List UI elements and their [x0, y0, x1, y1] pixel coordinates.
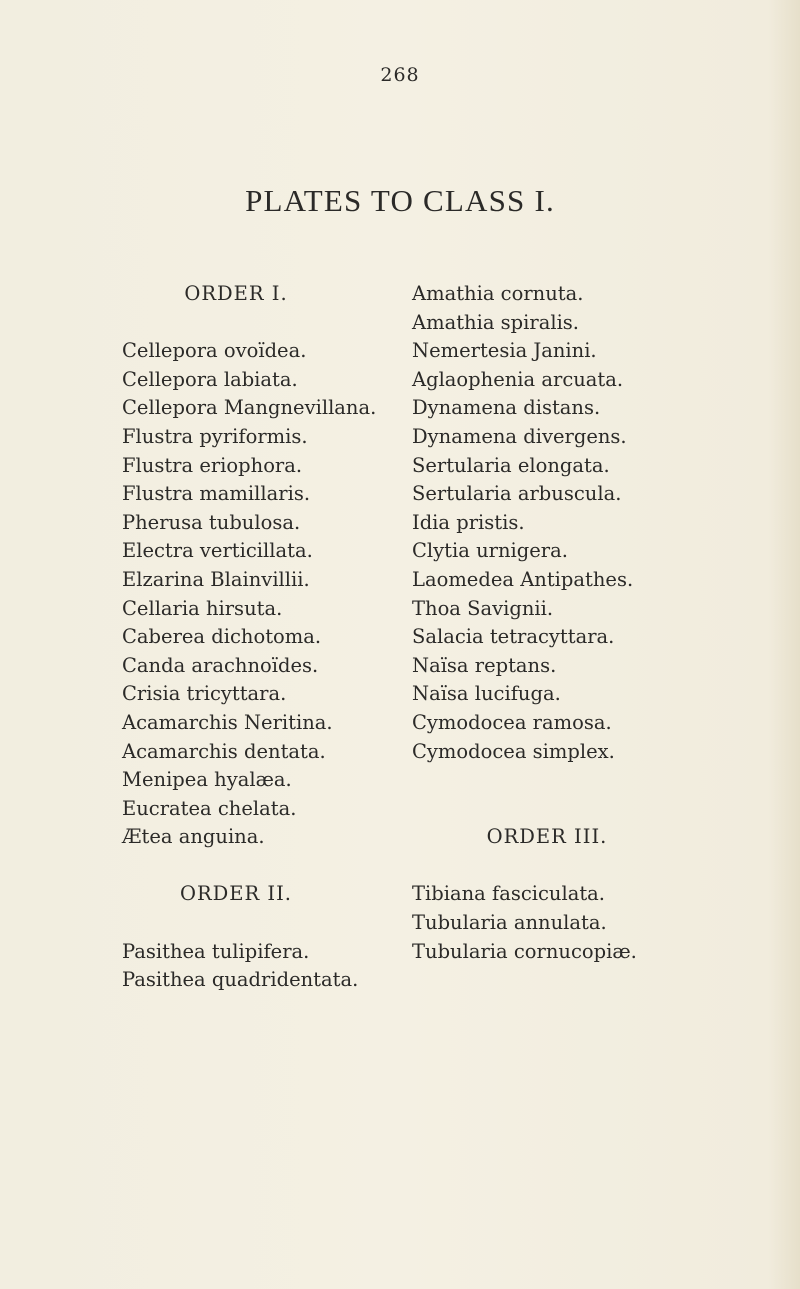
list-item: Amathia cornuta.: [412, 282, 584, 305]
list-item: Salacia tetracyttara.: [412, 625, 615, 649]
order-1-heading: ORDER I.: [184, 282, 288, 305]
list-item: Flustra pyriformis.: [122, 424, 308, 448]
list-item: Naïsa reptans.: [412, 653, 557, 677]
list-item: Crisia tricyttara.: [122, 682, 287, 706]
list-item: Eucratea chelata.: [122, 796, 297, 820]
list-item: Pasithea tulipifera.: [122, 939, 310, 963]
list-item: Idia pristis.: [412, 510, 525, 534]
list-item: Dynamena divergens.: [412, 424, 627, 448]
right-column: [412, 280, 682, 966]
page-title: PLATES TO CLASS I.: [245, 183, 555, 218]
list-item: Cellaria hirsuta.: [122, 596, 283, 620]
list-item: Elzarina Blainvillii.: [122, 567, 310, 591]
list-item: Laomedea Antipathes.: [412, 567, 634, 591]
list-item: Acamarchis dentata.: [122, 739, 326, 763]
list-item: Thoa Savignii.: [412, 596, 554, 620]
list-item: Sertularia elongata.: [412, 453, 610, 477]
list-item: Dynamena distans.: [412, 396, 601, 420]
list-item: Cellepora labiata.: [122, 367, 298, 391]
page-number: 268: [380, 64, 420, 86]
list-item: Cellepora ovoïdea.: [122, 339, 307, 363]
list-item: Electra verticillata.: [122, 539, 313, 563]
list-item: Clytia urnigera.: [412, 539, 568, 563]
left-column: [122, 280, 392, 995]
list-item: Canda arachnoïdes.: [122, 653, 319, 677]
order-2-heading: ORDER II.: [179, 882, 293, 906]
list-item: Flustra eriophora.: [122, 453, 303, 477]
list-item: Flustra mamillaris.: [122, 482, 311, 506]
list-item: Caberea dichotoma.: [122, 625, 322, 649]
order-3-heading: ORDER III.: [486, 825, 608, 849]
list-item: Pasithea quadridentata.: [122, 968, 359, 992]
list-item: Cellepora Mangnevillana.: [122, 396, 377, 420]
list-item: Aglaophenia arcuata.: [412, 367, 624, 391]
list-item: Tubularia annulata.: [412, 911, 607, 935]
list-item: Nemertesia Janini.: [412, 339, 597, 363]
list-item: Tubularia cornucopiæ.: [412, 939, 637, 963]
list-item: Acamarchis Neritina.: [122, 710, 333, 734]
list-item: Naïsa lucifuga.: [412, 682, 561, 706]
list-item: Cymodocea ramosa.: [412, 710, 612, 734]
list-item: Sertularia arbuscula.: [412, 482, 622, 506]
list-item: Amathia spiralis.: [412, 310, 580, 334]
list-item: Cymodocea simplex.: [412, 739, 615, 763]
list-item: Pherusa tubulosa.: [122, 510, 301, 534]
list-item: Ætea anguina.: [122, 825, 265, 849]
list-item: Menipea hyalæa.: [122, 768, 292, 792]
list-item: Tibiana fasciculata.: [412, 882, 605, 906]
